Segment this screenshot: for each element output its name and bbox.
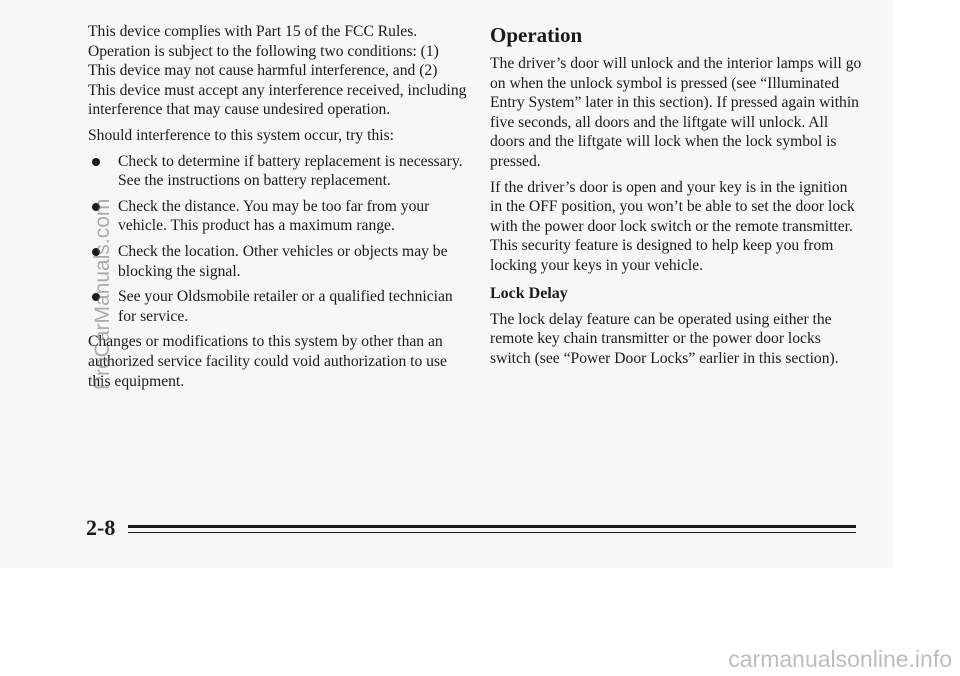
- interference-intro: Should interference to this system occur, try this:: [88, 126, 394, 144]
- lock-delay-heading: Lock Delay: [490, 284, 568, 302]
- modifications-warning: Changes or modifications to this system by other than an authorized service facility could void authorization to use this equipment.: [88, 333, 447, 390]
- list-item-text: See your Oldsmobile retailer or a qualified technician for service.: [118, 288, 453, 325]
- list-item: [88, 152, 468, 191]
- bottom-watermark: carmanualsonline.info: [728, 646, 952, 672]
- right-column: [490, 22, 862, 368]
- list-item-text: Check the distance. You may be too far from your vehicle. This product has a maximum range.: [118, 197, 430, 235]
- list-item: [88, 242, 468, 281]
- page-number: 2-8: [86, 515, 116, 540]
- list-item-text: Check the location. Other vehicles or objects may be blocking the signal.: [118, 242, 448, 280]
- operation-heading: Operation: [490, 23, 583, 47]
- bullet-icon: [92, 158, 100, 166]
- side-watermark: ProCarManuals.com: [91, 198, 114, 390]
- fcc-compliance-text: This device complies with Part 15 of the FCC Rules. Operation is subject to the following two conditions: (1) This device may not cause harmful interference, and (2) This device must accept any interference received, including interference that may cause undesired operation.: [88, 23, 467, 119]
- operation-paragraph-2: If the driver’s door is open and your key is in the ignition in the OFF position, you won’t be able to set the door lock with the power door lock switch or the remote transmitter. This security feature is designed to help keep you from locking your keys in your vehicle.: [490, 178, 855, 274]
- list-item: [88, 287, 468, 326]
- list-item-text: Check to determine if battery replacement is necessary. See the instructions on battery replacement.: [118, 152, 463, 190]
- footer-rule-thick: [128, 525, 856, 528]
- operation-paragraph-1: The driver’s door will unlock and the interior lamps will go on when the unlock symbol is pressed (see “Illuminated Entry System” later in this section). If pressed again within five seconds, all doors and the liftgate will unlock. All doors and the liftgate will lock when the lock symbol is pressed.: [490, 55, 862, 170]
- list-item: [88, 197, 468, 236]
- lock-delay-paragraph: The lock delay feature can be operated using either the remote key chain transmitter or the power door locks switch (see “Power Door Locks” earlier in this section).: [490, 310, 839, 367]
- footer-rule-thin: [128, 532, 856, 533]
- left-column: [88, 22, 468, 391]
- troubleshooting-list: [88, 152, 468, 327]
